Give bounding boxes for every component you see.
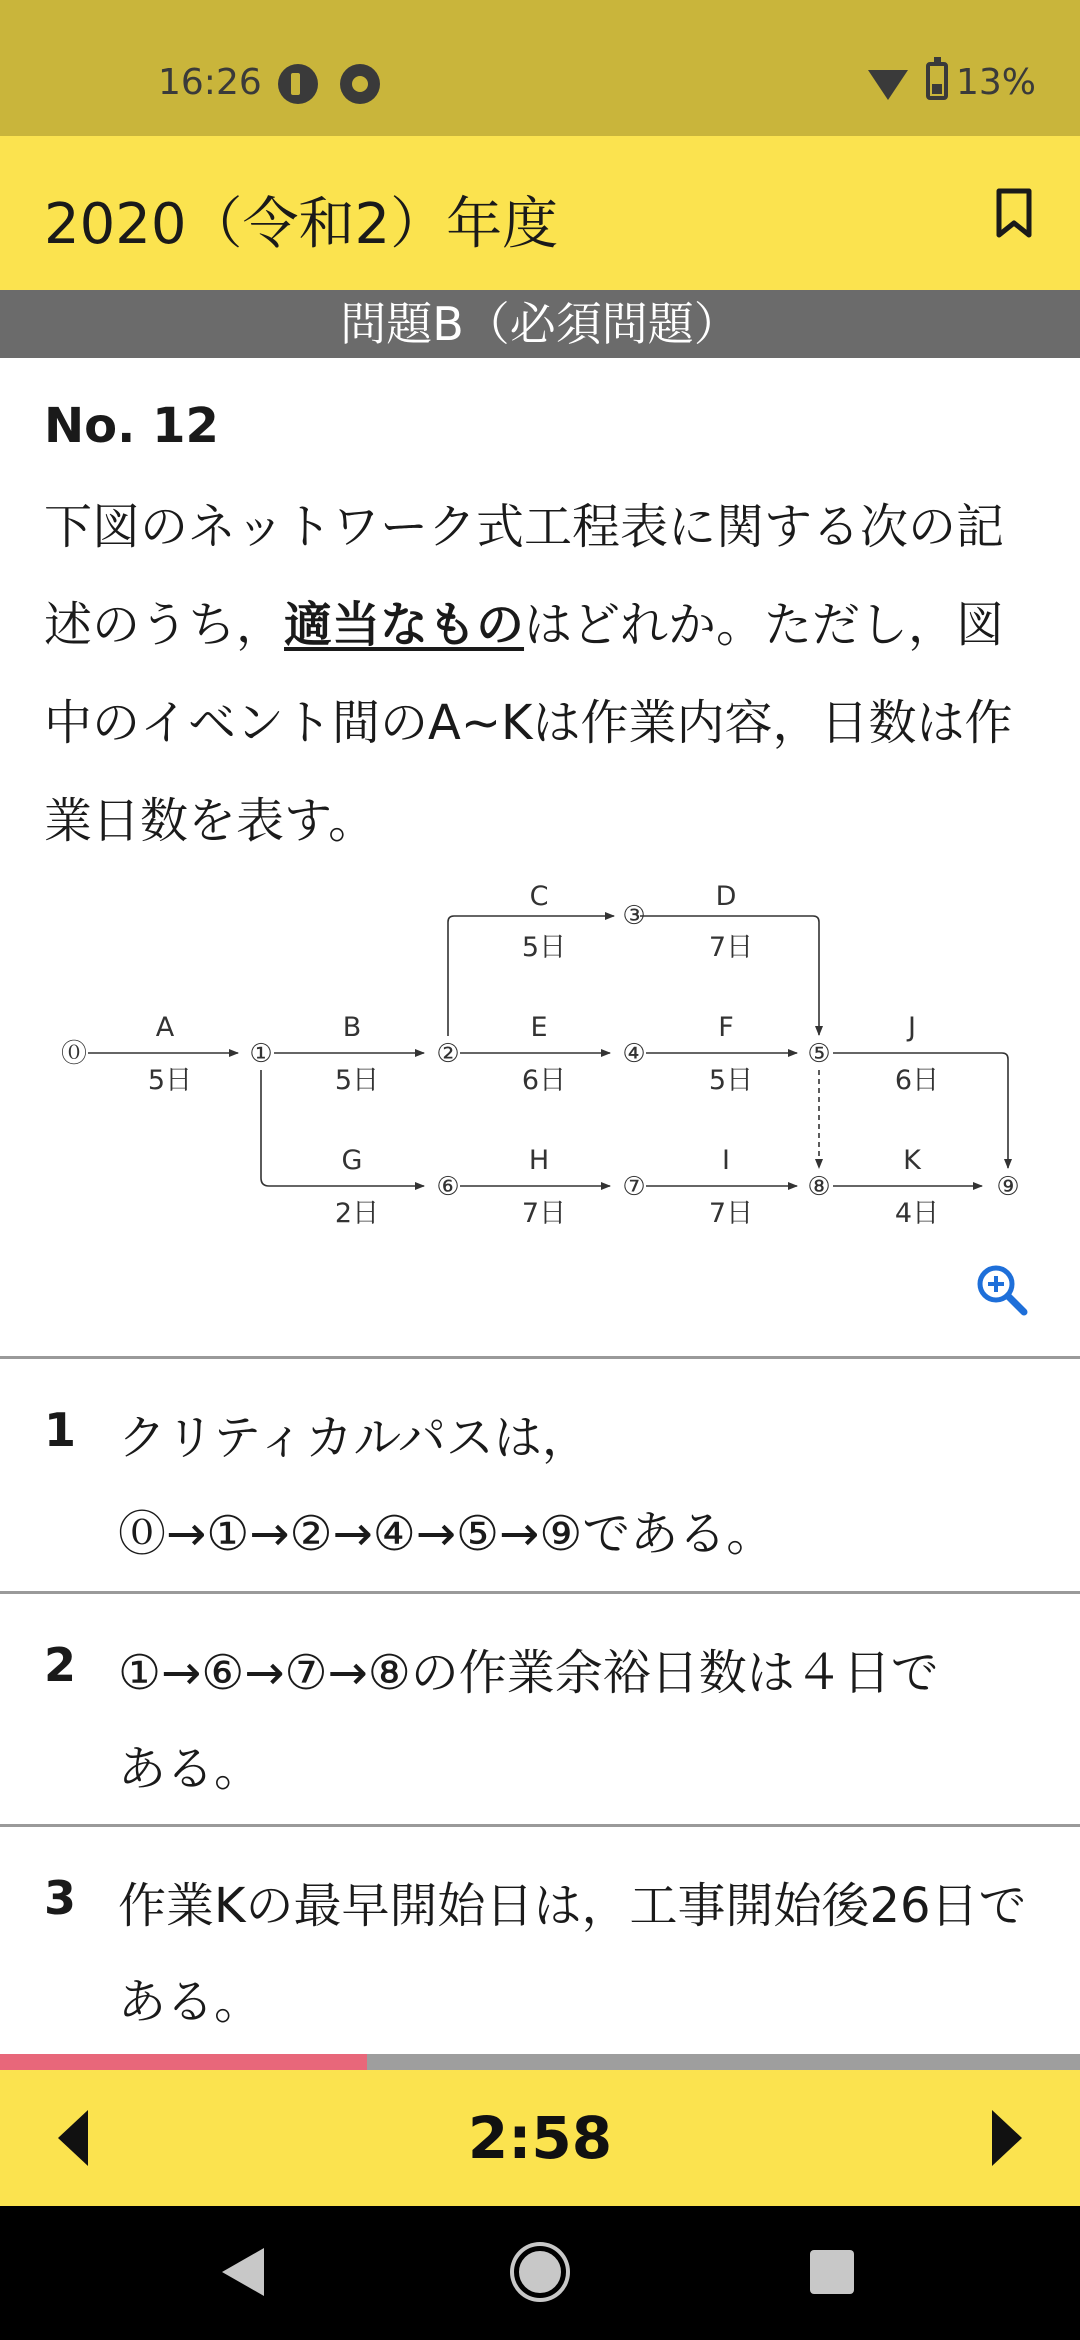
section-title: 問題B（必須問題） [340,297,740,351]
activity-name-i: I [722,1145,730,1176]
question-text-before: 下図のネットワーク式工程表に関する次の記述のうち， [44,499,1005,653]
node-5: ⑤ [807,1039,831,1069]
activity-days-b: 5日 [334,1065,380,1096]
option-number: 1 [44,1403,77,1457]
system-nav-bar [0,2206,1080,2340]
progress-bar [0,2054,1080,2070]
node-6: ⑥ [436,1172,460,1202]
node-7: ⑦ [622,1172,646,1202]
activity-days-h: 7日 [521,1198,567,1229]
node-3: ③ [622,901,646,931]
activity-days-f: 5日 [708,1065,754,1096]
option-text-line: ⓪→①→②→④→⑤→⑨である。 [118,1506,775,1562]
page-title: 2020（令和2）年度 [44,192,559,257]
recent-apps-icon[interactable] [810,2250,854,2294]
node-9: ⑨ [996,1172,1020,1202]
status-time: 16:26 [158,62,262,103]
bottom-bar [0,2070,1080,2206]
node-4: ④ [622,1039,646,1069]
section-header [0,290,1080,358]
activity-name-c: C [529,881,549,912]
option-text-line: クリティカルパスは， [118,1410,590,1466]
activity-days-e: 6日 [521,1065,567,1096]
battery-charging-icon [926,62,948,100]
activity-days-k: 4日 [894,1198,940,1229]
back-icon[interactable] [222,2248,264,2296]
question-text-after: はどれか。ただし，図中のイベント間のA~Kは作業内容，日数は作業日数を表す。 [44,597,1013,849]
activity-days-j: 6日 [894,1065,940,1096]
activity-name-h: H [528,1145,550,1176]
activity-days-g: 2日 [334,1198,380,1229]
wifi-icon [868,70,908,100]
option-text-line: ①→⑥→⑦→⑧の作業余裕日数は４日で [118,1645,939,1701]
option-text-line: ある。 [118,1741,263,1797]
chrome-icon [340,64,380,104]
progress-fill [0,2054,367,2070]
timer: 2:58 [467,2104,613,2172]
app-bar [0,136,1080,290]
node-2: ② [436,1039,460,1069]
node-1: ① [249,1039,273,1069]
activity-name-f: F [718,1012,734,1043]
question-text [44,478,1044,870]
next-triangle-icon[interactable] [992,2110,1022,2166]
node-8: ⑧ [807,1172,831,1202]
answer-option-1[interactable] [0,1359,1080,1591]
activity-name-a: A [155,1012,175,1043]
question-number: No. 12 [44,398,219,454]
zoom-in-icon[interactable] [974,1262,1028,1316]
activity-days-d: 7日 [708,932,754,963]
activity-days-i: 7日 [708,1198,754,1229]
activity-name-j: J [908,1012,916,1043]
network-diagram[interactable] [40,870,1040,1230]
bookmark-outline-icon[interactable] [996,188,1032,238]
option-text-line: 作業Kの最早開始日は，工事開始後26日で [118,1878,1027,1934]
option-number: 2 [44,1638,77,1692]
answer-option-2[interactable] [0,1594,1080,1824]
home-icon[interactable] [514,2246,566,2298]
activity-name-g: G [341,1145,363,1176]
question-emphasis: 適当なもの [284,597,525,653]
answer-option-3[interactable] [0,1827,1080,2054]
previous-triangle-icon[interactable] [58,2110,88,2166]
node-0: ⓪ [60,1039,88,1069]
activity-name-b: B [342,1012,362,1043]
status-bar [0,0,1080,136]
activity-days-a: 5日 [147,1065,193,1096]
app-notification-icon [278,64,318,104]
option-text-line: ある。 [118,1974,263,2030]
activity-name-d: D [715,881,737,912]
activity-name-k: K [903,1145,921,1176]
battery-percent: 13% [956,62,1037,103]
activity-name-e: E [530,1012,548,1043]
option-number: 3 [44,1871,77,1925]
activity-days-c: 5日 [521,932,567,963]
